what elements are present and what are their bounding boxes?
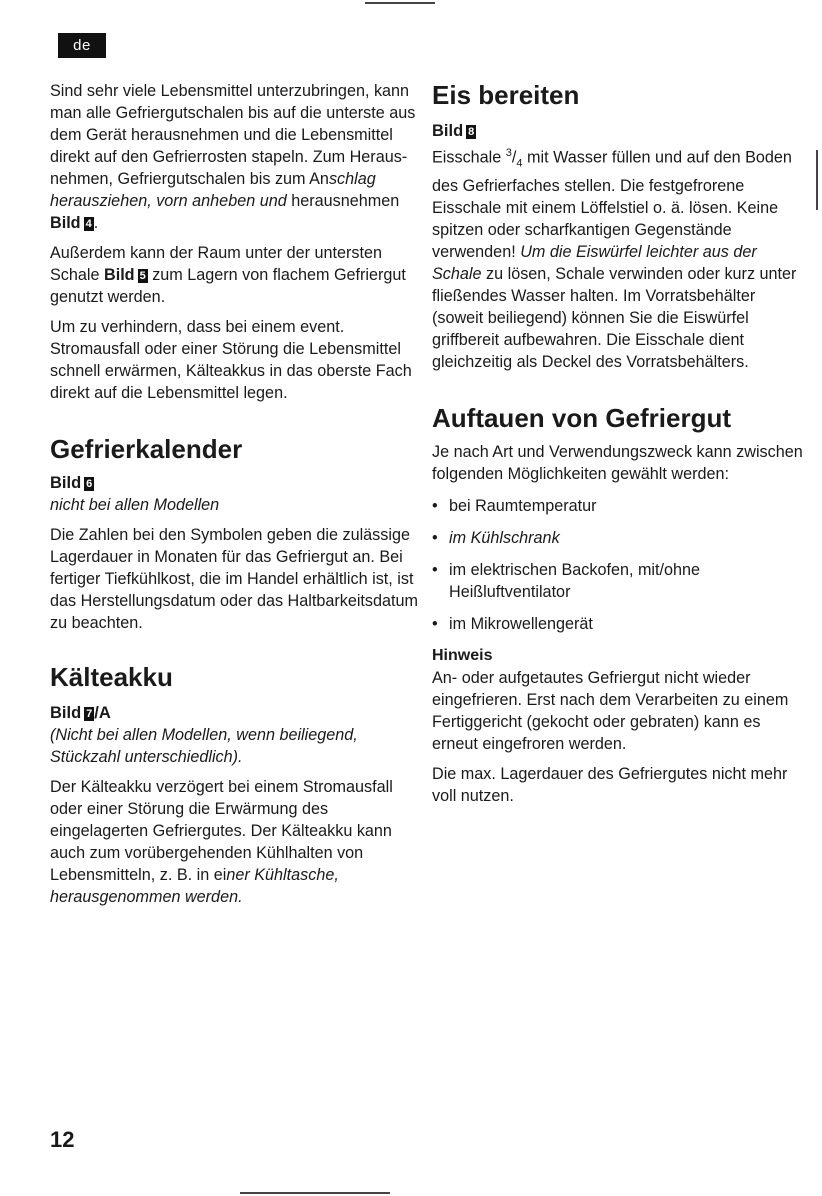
fraction-denominator: 4 (516, 157, 523, 170)
figure-reference-line (432, 120, 807, 142)
paragraph-thawing-intro: Je nach Art und Verwendungszweck kann zwischen folgenden Möglichkeiten gewählt werden: (432, 442, 803, 483)
fraction-numerator: 3 (505, 147, 512, 159)
paragraph-text: Eisschale (432, 148, 506, 167)
list-item-text: im Mikrowellengerät (449, 614, 593, 633)
figure-number-badge: 7 (86, 708, 93, 720)
bullet-icon: • (432, 528, 438, 547)
bullet-icon: • (432, 614, 438, 633)
paragraph-cold-packs-hint: Um zu verhindern, dass bei einem event. Stromausfall oder einer Störung die Lebensmittel schnell erwärmen, Kälteakkus in das oberste Fach direkt auf die Lebensmittel legen. (50, 318, 412, 402)
list-item (432, 559, 807, 603)
paragraph-text: mit Wasser füllen und auf den Boden des Gefrierfaches stellen. Die festgefrorene Eisschale mit einem Löffelstiel o. ä. lösen. Keine spitzen oder scharfkantigen Gegenstände verwenden! (432, 148, 792, 261)
list-item-text: im elektrischen Backofen, mit/ohne Heißluftventilator (449, 560, 701, 601)
model-note: nicht bei allen Modellen (50, 496, 220, 514)
paragraph-text-italic: schlag herausziehen, vorn anheben und (50, 170, 376, 210)
language-tab: de (58, 33, 106, 58)
paragraph-text: herausnehmen (286, 192, 400, 210)
figure-reference: Bild (50, 214, 81, 232)
heading-auftauen: Auftauen von Gefriergut (432, 402, 732, 433)
figure-reference: Bild (50, 474, 82, 492)
paragraph-ice-making: Eisschale $^3/_4$ mit Wasser füllen und auf den Boden des Gefrierfaches stellen. Die festgefrorene Eisschale mit einem Löffelstiel o. ä. lösen. Keine spitzen oder scharfkantigen Gegenstände verwenden! Um die Eiswürfel leichter aus der Schale zu lösen, Schale verwinden oder kurz unter fließendes Wasser halten. Im Vorratsbehälter (soweit beiliegend) können Sie die Eiswürfel griffbereit aufbewahren. Die Eisschale dient gleichzeitig als Deckel des Vorratsbehälters. (432, 147, 797, 371)
thawing-options-list (432, 495, 807, 635)
scan-edge-mark (240, 1192, 390, 1194)
paragraph-text-italic: Um die Eiswürfel leichter aus der Schale (432, 242, 757, 283)
right-column (432, 80, 807, 807)
paragraph-lowest-shelf (50, 242, 420, 308)
paragraph-freezer-calendar: Die Zahlen bei den Symbolen geben die zulässige Lagerdauer in Monaten für das Gefriergut an. Bei fertiger Tiefkühlkost, die im Handel erhältlich ist, ist das Herstellungsdatum oder das Haltbarkeitsdatum zu beachten. (50, 526, 419, 632)
figure-reference-line (50, 472, 420, 494)
heading-kaelteakku: Kälteakku (50, 662, 173, 692)
figure-reference-line (50, 702, 420, 724)
figure-reference: Bild (104, 266, 135, 284)
list-item (432, 495, 807, 517)
model-note: (Nicht bei allen Modellen, wenn beiliegend, Stückzahl unterschiedlich). (50, 726, 358, 766)
paragraph-text: zu lösen, Schale verwinden oder kurz unter fließendes Wasser halten. Im Vorratsbehälter (soweit beiliegend) können Sie die Eiswürfel griffbereit aufbewahren. Die Eisschale dient gleichzeitig als Deckel des Vorratsbehälters. (432, 264, 797, 371)
hint-heading: Hinweis (432, 646, 493, 664)
bullet-icon: • (432, 496, 438, 515)
list-item-text: bei Raumtemperatur (449, 496, 597, 515)
paragraph-text: zum Lagern von flachem Gefriergut genutzt werden. (50, 266, 406, 306)
paragraph-storage (50, 80, 420, 234)
list-item (432, 527, 807, 549)
list-item-text: im Kühlschrank (449, 528, 560, 547)
paragraph-text: Sind sehr viele Lebensmittel unterzubringen, kann man alle Gefriergutschalen bis auf die unterste aus dem Gerät herausnehmen und die Lebensmittel direkt auf den Gefrierrosten stapeln. Zum Herausnehmen, Gefriergutschalen bis zum An (50, 82, 416, 188)
scan-edge-mark (365, 2, 435, 4)
heading-gefrierkalender: Gefrierkalender (50, 434, 243, 464)
list-item (432, 613, 807, 635)
paragraph-storage-duration: Die max. Lagerdauer des Gefriergutes nicht mehr voll nutzen. (432, 764, 788, 805)
figure-reference: Bild (432, 122, 464, 140)
figure-number-badge: 4 (85, 218, 92, 230)
scan-edge-mark (816, 150, 818, 210)
left-column (50, 80, 420, 908)
paragraph-cold-pack (50, 776, 420, 908)
figure-number-badge: 6 (86, 478, 93, 490)
figure-number-badge: 5 (139, 270, 146, 282)
paragraph-text-italic: ner Kühltasche, herausgenommen werden. (50, 866, 339, 906)
page-number: 12 (50, 1127, 75, 1152)
figure-suffix: /A (94, 704, 111, 722)
paragraph-text: Außerdem kann der Raum unter der untersten Schale (50, 244, 383, 284)
figure-number-badge: 8 (468, 126, 475, 138)
paragraph-hint: An- oder aufgetautes Gefriergut nicht wieder eingefrieren. Erst nach dem Verarbeiten zu einem Fertiggericht (gekocht oder gebraten) kann es erneut eingefroren werden. (432, 668, 789, 753)
figure-reference: Bild (50, 704, 82, 722)
paragraph-text: Der Kälteakku verzögert bei einem Stromausfall oder einer Störung die Erwärmung des eingelagerten Gefriergutes. Der Kälteakku kann auch zum vorübergehenden Kühlhalten von Lebensmitteln, z. B. in ei (50, 778, 393, 884)
punctuation: . (93, 214, 99, 232)
heading-eis-bereiten: Eis bereiten (432, 80, 580, 110)
bullet-icon: • (432, 560, 438, 579)
